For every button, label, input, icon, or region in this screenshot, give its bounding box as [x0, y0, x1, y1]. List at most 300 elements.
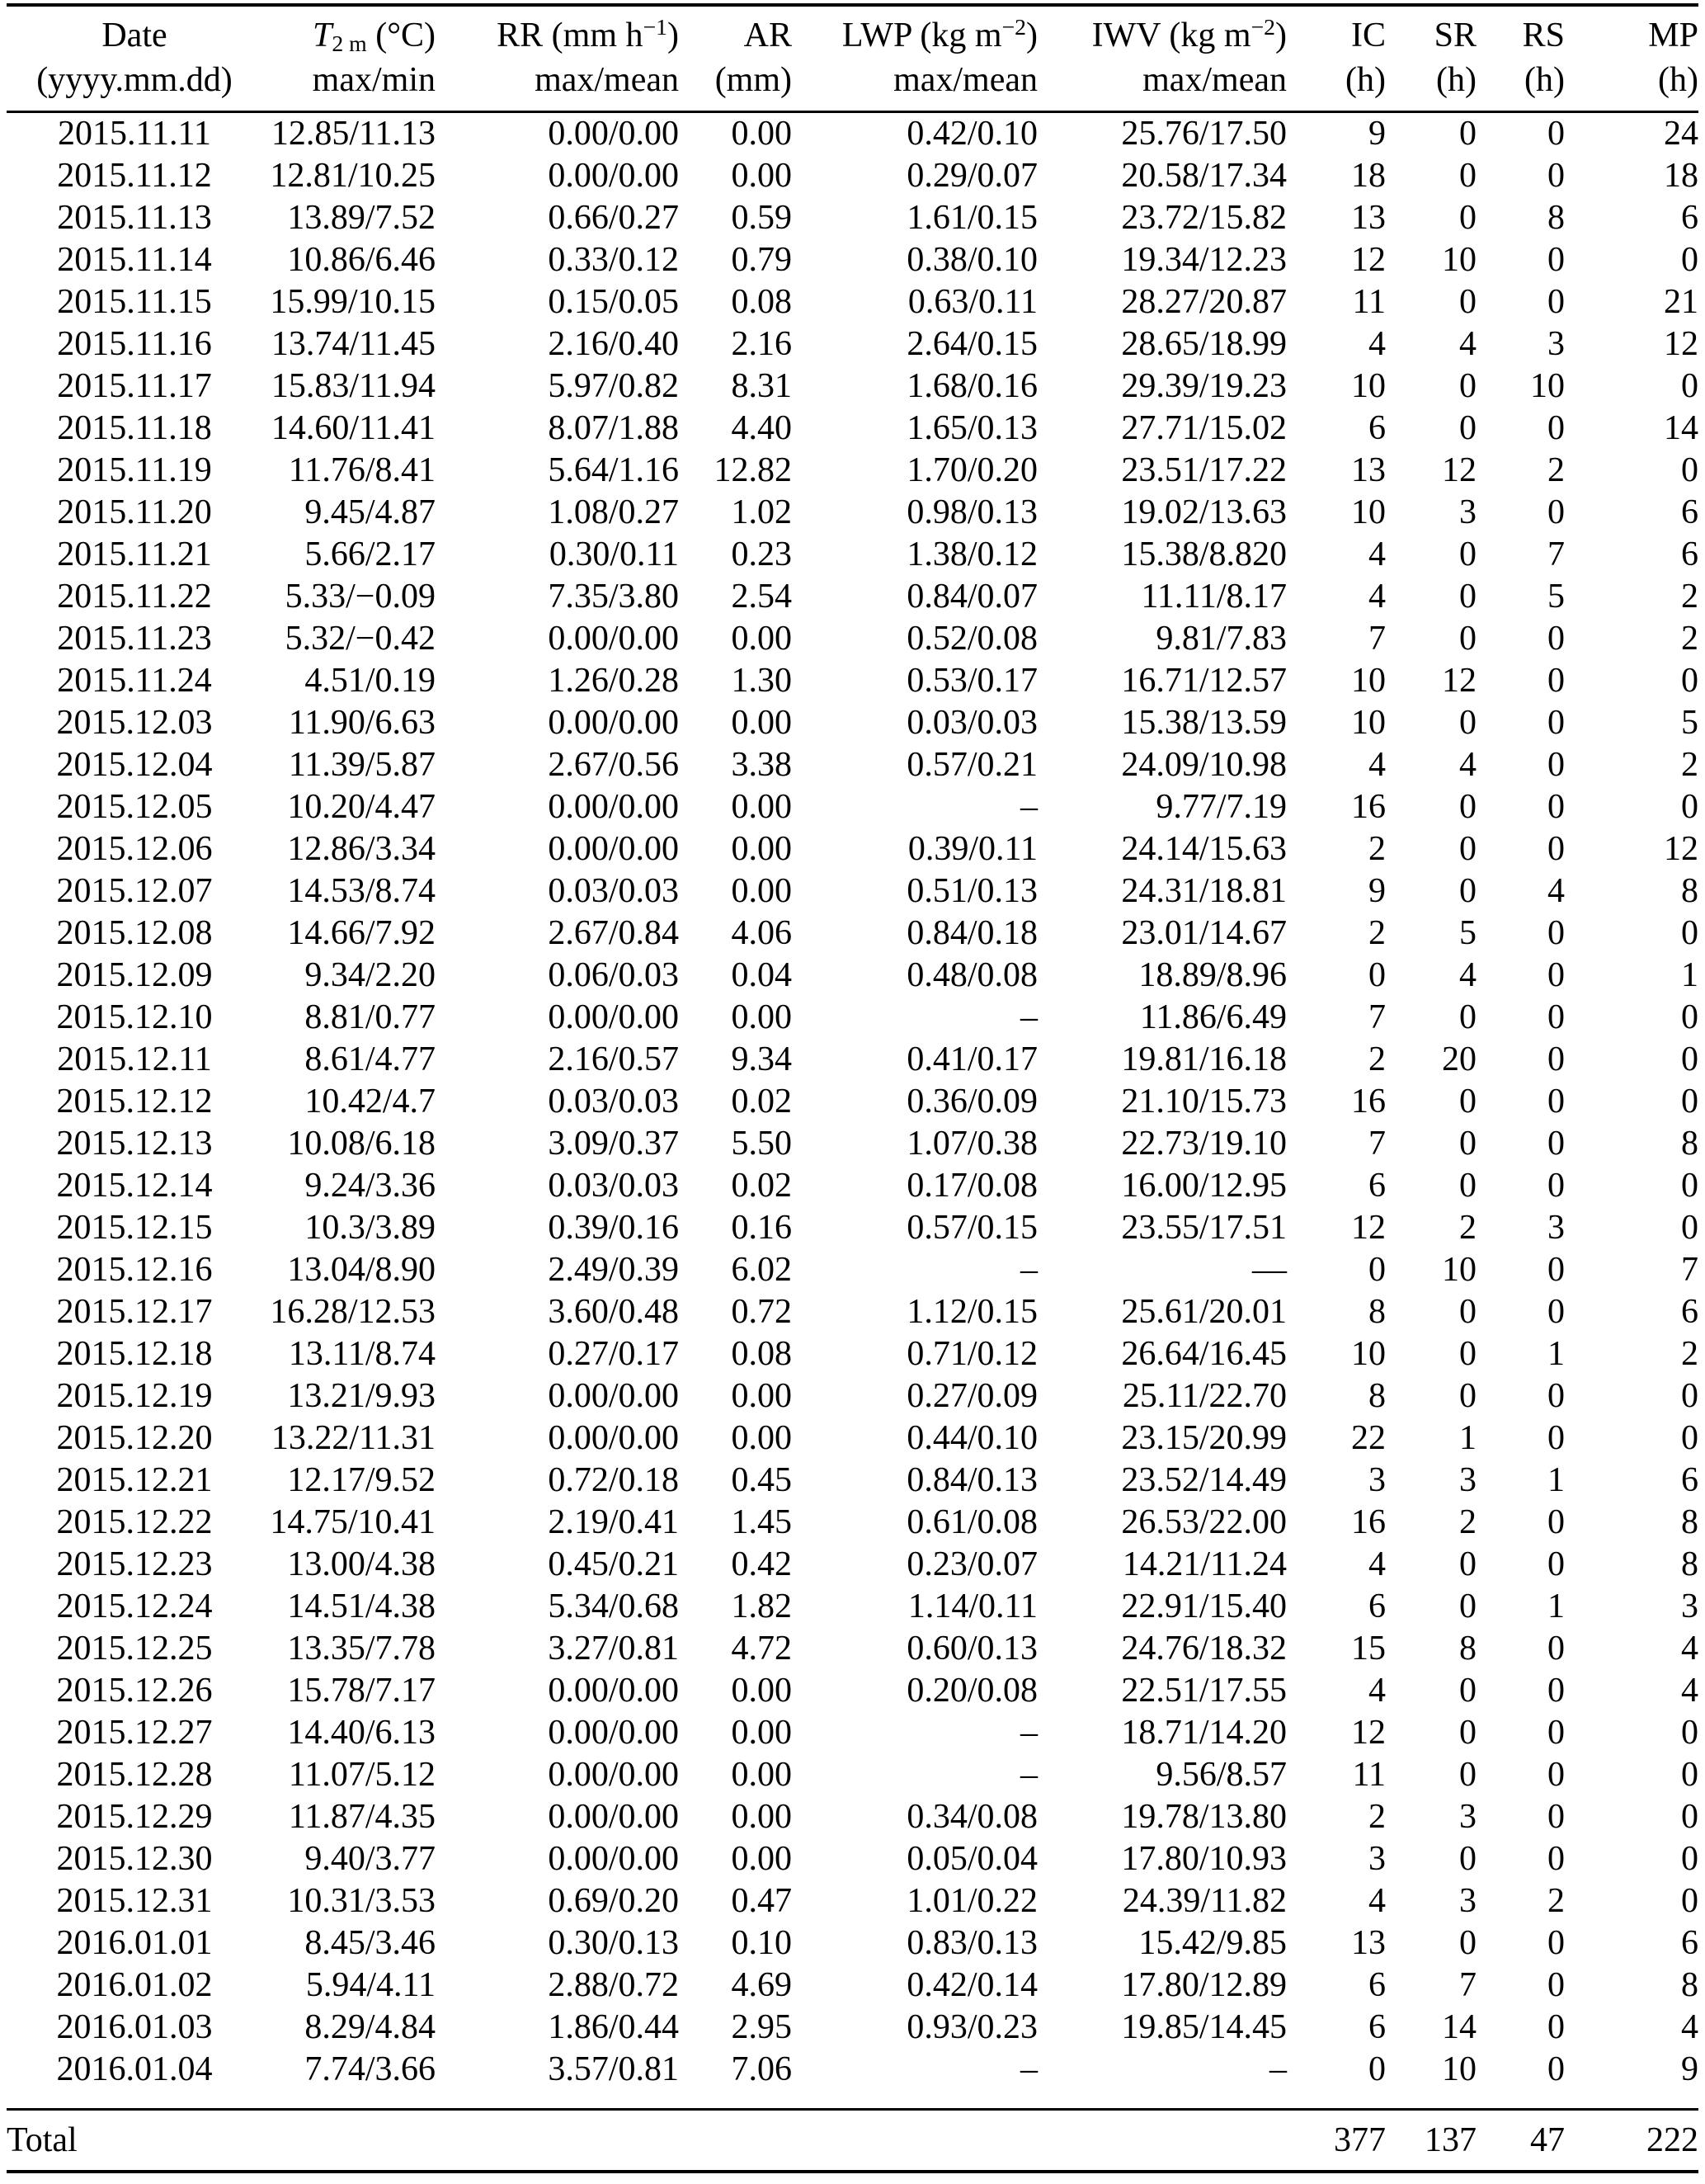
cell-ic: 11 [1352, 1756, 1386, 1794]
cell-lwp: 1.14/0.11 [907, 1587, 1038, 1625]
cell-ic: 6 [1368, 1587, 1386, 1625]
header-iwv: IWV (kg $m^{-2}$) [1038, 5, 1287, 58]
cell-lwp: 0.60/0.13 [907, 1630, 1038, 1667]
cell-mp: 0 [1681, 788, 1698, 826]
cell-mp: 2 [1681, 578, 1698, 616]
cell-rr: 0.00/0.00 [548, 1798, 679, 1836]
cell-rs: 0 [1547, 830, 1565, 868]
cell-ar: 0.00 [731, 620, 792, 658]
cell-lwp: – [1020, 1251, 1038, 1289]
cell-sr: 0 [1459, 1167, 1477, 1205]
cell-t2m: 8.61/4.77 [304, 1040, 436, 1078]
cell-ar: 0.00 [731, 1672, 792, 1710]
total-sr: 137 [1386, 2110, 1477, 2172]
cell-rr: 0.00/0.00 [548, 998, 679, 1036]
cell-date: 2016.01.02 [56, 1966, 213, 2004]
cell-sr: 4 [1459, 746, 1477, 784]
cell-sr: 0 [1459, 620, 1477, 658]
total-row [7, 2110, 1698, 2172]
cell-mp: 8 [1681, 1503, 1698, 1541]
cell-date: 2016.01.04 [56, 2050, 213, 2088]
cell-t2m: 5.66/2.17 [304, 535, 436, 573]
cell-ar: 0.72 [731, 1293, 792, 1331]
cell-rs: 0 [1547, 1545, 1565, 1583]
cell-t2m: 11.07/5.12 [288, 1756, 436, 1794]
cell-t2m: 14.66/7.92 [287, 914, 436, 952]
cell-sr: 4 [1459, 956, 1477, 994]
cell-date: 2015.11.24 [57, 662, 212, 700]
cell-ar: 9.34 [731, 1040, 792, 1078]
cell-ar: 0.10 [731, 1924, 792, 1962]
cell-date: 2015.11.11 [58, 115, 211, 153]
table-row [7, 1249, 1698, 1291]
total-ic: 377 [1287, 2110, 1386, 2172]
cell-rs: 0 [1547, 1840, 1565, 1878]
cell-mp: 6 [1681, 199, 1698, 237]
cell-mp: 3 [1681, 1587, 1698, 1625]
cell-lwp: 0.03/0.03 [907, 704, 1038, 742]
daily-observations-table [7, 3, 1698, 2173]
cell-date: 2015.11.15 [57, 283, 212, 321]
cell-t2m: 13.22/11.31 [271, 1419, 436, 1457]
table-row [7, 112, 1698, 156]
cell-ic: 6 [1368, 1167, 1386, 1205]
cell-mp: 0 [1681, 1714, 1698, 1752]
table-row [7, 744, 1698, 786]
cell-ic: 22 [1351, 1419, 1386, 1457]
cell-rr: 7.35/3.80 [548, 578, 679, 616]
cell-ic: 16 [1351, 788, 1386, 826]
cell-mp: 0 [1681, 1798, 1698, 1836]
cell-iwv: 16.71/12.57 [1121, 662, 1287, 700]
cell-iwv: 19.34/12.23 [1121, 241, 1287, 279]
cell-iwv: 21.10/15.73 [1121, 1083, 1287, 1120]
cell-sr: 0 [1459, 157, 1477, 195]
cell-rs: 8 [1547, 199, 1565, 237]
cell-rr: 2.67/0.84 [548, 914, 679, 952]
cell-ar: 2.16 [731, 325, 792, 363]
table-row [7, 1375, 1698, 1417]
cell-rr: 2.16/0.57 [548, 1040, 679, 1078]
header-ar-units: (mm) [679, 58, 792, 112]
cell-lwp: 0.71/0.12 [907, 1335, 1038, 1373]
cell-lwp: 0.34/0.08 [907, 1798, 1038, 1836]
cell-sr: 0 [1459, 1377, 1477, 1415]
cell-rs: 3 [1547, 1209, 1565, 1247]
header-t2m-units: max/min [262, 58, 436, 112]
cell-t2m: 13.04/8.90 [287, 1251, 436, 1289]
cell-ar: 0.08 [731, 283, 792, 321]
cell-ic: 6 [1368, 2008, 1386, 2046]
cell-date: 2015.12.06 [56, 830, 213, 868]
table-row [7, 1670, 1698, 1712]
cell-rs: 0 [1547, 1083, 1565, 1120]
cell-rr: 0.00/0.00 [548, 1840, 679, 1878]
cell-rs: 0 [1547, 914, 1565, 952]
cell-sr: 0 [1459, 1335, 1477, 1373]
cell-rr: 1.26/0.28 [548, 662, 679, 700]
cell-t2m: 13.00/4.38 [287, 1545, 436, 1583]
cell-lwp: 0.84/0.13 [907, 1461, 1038, 1499]
cell-t2m: 5.33/−0.09 [285, 578, 436, 616]
cell-lwp: 1.70/0.20 [907, 451, 1038, 489]
cell-t2m: 14.40/6.13 [287, 1714, 436, 1752]
cell-ic: 18 [1351, 157, 1386, 195]
cell-mp: 1 [1681, 956, 1698, 994]
cell-ic: 12 [1351, 241, 1386, 279]
cell-iwv: 22.73/19.10 [1121, 1125, 1287, 1163]
table-row [7, 618, 1698, 660]
cell-ar: 2.95 [731, 2008, 792, 2046]
cell-rr: 0.00/0.00 [548, 830, 679, 868]
cell-iwv: 29.39/19.23 [1121, 367, 1287, 405]
cell-t2m: 8.81/0.77 [304, 998, 436, 1036]
cell-iwv: 24.31/18.81 [1121, 872, 1287, 910]
table-row [7, 660, 1698, 702]
cell-date: 2015.11.22 [57, 578, 212, 616]
cell-t2m: 14.75/10.41 [270, 1503, 436, 1541]
cell-lwp: 0.48/0.08 [907, 956, 1038, 994]
cell-ar: 0.00 [731, 998, 792, 1036]
cell-mp: 4 [1681, 2008, 1698, 2046]
cell-rs: 0 [1547, 1251, 1565, 1289]
total-empty-t2m [262, 2110, 436, 2172]
cell-lwp: 1.68/0.16 [907, 367, 1038, 405]
cell-ic: 4 [1368, 325, 1386, 363]
cell-iwv: 23.55/17.51 [1121, 1209, 1287, 1247]
cell-ar: 4.06 [731, 914, 792, 952]
cell-rs: 0 [1547, 1756, 1565, 1794]
cell-ic: 2 [1368, 1040, 1386, 1078]
cell-iwv: 19.81/16.18 [1121, 1040, 1287, 1078]
table-row [7, 1081, 1698, 1123]
cell-lwp: 0.57/0.21 [907, 746, 1038, 784]
cell-rs: 0 [1547, 493, 1565, 531]
cell-lwp: 0.41/0.17 [907, 1040, 1038, 1078]
cell-date: 2015.12.10 [56, 998, 213, 1036]
cell-ar: 0.59 [731, 199, 792, 237]
cell-date: 2015.12.12 [56, 1083, 213, 1120]
cell-t2m: 7.74/3.66 [304, 2050, 436, 2088]
table-row [7, 1207, 1698, 1249]
cell-date: 2015.12.04 [56, 746, 213, 784]
cell-lwp: 0.20/0.08 [907, 1672, 1038, 1710]
cell-sr: 14 [1442, 2008, 1477, 2046]
cell-rr: 3.27/0.81 [548, 1630, 679, 1667]
table-row [7, 1922, 1698, 1965]
cell-ic: 4 [1368, 746, 1386, 784]
cell-t2m: 10.3/3.89 [304, 1209, 436, 1247]
cell-ar: 0.45 [731, 1461, 792, 1499]
cell-ic: 2 [1368, 1798, 1386, 1836]
cell-ar: 0.02 [731, 1167, 792, 1205]
cell-rs: 0 [1547, 1125, 1565, 1163]
cell-sr: 0 [1459, 115, 1477, 153]
cell-t2m: 13.21/9.93 [287, 1377, 436, 1415]
table-row [7, 870, 1698, 913]
cell-ic: 3 [1368, 1461, 1386, 1499]
cell-ic: 7 [1368, 1125, 1386, 1163]
cell-mp: 0 [1681, 662, 1698, 700]
cell-sr: 3 [1459, 1798, 1477, 1836]
header-ic-units: (h) [1287, 58, 1386, 112]
cell-rr: 0.00/0.00 [548, 157, 679, 195]
cell-date: 2016.01.03 [56, 2008, 213, 2046]
cell-rr: 2.49/0.39 [548, 1251, 679, 1289]
cell-rs: 1 [1547, 1461, 1565, 1499]
cell-iwv: 22.91/15.40 [1121, 1587, 1287, 1625]
cell-rr: 0.03/0.03 [548, 872, 679, 910]
cell-sr: 0 [1459, 578, 1477, 616]
cell-rs: 0 [1547, 283, 1565, 321]
table-row [7, 197, 1698, 239]
cell-mp: 6 [1681, 1924, 1698, 1962]
cell-mp: 6 [1681, 1293, 1698, 1331]
cell-ar: 12.82 [714, 451, 792, 489]
table-row [7, 828, 1698, 870]
cell-sr: 0 [1459, 1672, 1477, 1710]
header-rr: RR (mm $h^{-1}$) [436, 5, 679, 58]
cell-mp: 0 [1681, 1377, 1698, 1415]
table-row [7, 1712, 1698, 1754]
cell-sr: 10 [1442, 241, 1477, 279]
cell-date: 2015.11.13 [57, 199, 212, 237]
cell-iwv: — [1252, 1251, 1287, 1289]
cell-date: 2015.12.05 [56, 788, 213, 826]
cell-sr: 1 [1459, 1419, 1477, 1457]
cell-rr: 8.07/1.88 [548, 409, 679, 447]
cell-date: 2015.12.31 [56, 1882, 213, 1920]
table-row [7, 239, 1698, 281]
cell-iwv: 25.76/17.50 [1121, 115, 1287, 153]
cell-rs: 2 [1547, 451, 1565, 489]
cell-ar: 8.31 [731, 367, 792, 405]
cell-sr: 0 [1459, 788, 1477, 826]
cell-iwv: 24.14/15.63 [1121, 830, 1287, 868]
cell-ar: 0.00 [731, 830, 792, 868]
cell-t2m: 13.74/11.45 [271, 325, 436, 363]
cell-sr: 10 [1442, 1251, 1477, 1289]
cell-ic: 8 [1368, 1377, 1386, 1415]
cell-iwv: 23.51/17.22 [1121, 451, 1287, 489]
cell-rr: 1.08/0.27 [548, 493, 679, 531]
cell-date: 2015.12.30 [56, 1840, 213, 1878]
cell-sr: 3 [1459, 1461, 1477, 1499]
cell-lwp: 0.53/0.17 [907, 662, 1038, 700]
cell-rs: 1 [1547, 1587, 1565, 1625]
total-empty-rr [436, 2110, 679, 2172]
cell-date: 2015.11.12 [57, 157, 212, 195]
cell-iwv: 9.81/7.83 [1156, 620, 1287, 658]
table-row [7, 408, 1698, 450]
cell-ar: 0.42 [731, 1545, 792, 1583]
total-label: Total [7, 2110, 262, 2172]
cell-ar: 2.54 [731, 578, 792, 616]
cell-mp: 0 [1681, 451, 1698, 489]
cell-lwp: 0.42/0.10 [907, 115, 1038, 153]
cell-ar: 4.72 [731, 1630, 792, 1667]
cell-lwp: – [1020, 998, 1038, 1036]
cell-rr: 0.03/0.03 [548, 1167, 679, 1205]
cell-rr: 2.67/0.56 [548, 746, 679, 784]
cell-ic: 10 [1351, 662, 1386, 700]
cell-mp: 0 [1681, 367, 1698, 405]
cell-ic: 4 [1368, 1882, 1386, 1920]
cell-mp: 5 [1681, 704, 1698, 742]
cell-ar: 1.82 [731, 1587, 792, 1625]
cell-rs: 0 [1547, 2050, 1565, 2088]
cell-date: 2015.12.13 [56, 1125, 213, 1163]
cell-rr: 0.27/0.17 [548, 1335, 679, 1373]
cell-sr: 0 [1459, 1545, 1477, 1583]
cell-t2m: 15.83/11.94 [271, 367, 436, 405]
cell-ar: 4.69 [731, 1966, 792, 2004]
cell-rr: 0.00/0.00 [548, 1756, 679, 1794]
cell-rs: 0 [1547, 1672, 1565, 1710]
table-row [7, 955, 1698, 997]
cell-rr: 0.06/0.03 [548, 956, 679, 994]
cell-t2m: 14.60/11.41 [271, 409, 436, 447]
table-row [7, 997, 1698, 1039]
cell-lwp: – [1020, 2050, 1038, 2088]
cell-date: 2015.12.20 [56, 1419, 213, 1457]
cell-sr: 0 [1459, 1083, 1477, 1120]
header-rr-units: max/mean [436, 58, 679, 112]
cell-iwv: 18.89/8.96 [1138, 956, 1287, 994]
cell-mp: 2 [1681, 746, 1698, 784]
cell-mp: 6 [1681, 493, 1698, 531]
cell-t2m: 4.51/0.19 [304, 662, 436, 700]
cell-mp: 8 [1681, 872, 1698, 910]
cell-mp: 7 [1681, 1251, 1698, 1289]
cell-date: 2015.12.28 [56, 1756, 213, 1794]
table-row [7, 702, 1698, 744]
cell-sr: 0 [1459, 872, 1477, 910]
cell-sr: 0 [1459, 1924, 1477, 1962]
cell-rr: 0.45/0.21 [548, 1545, 679, 1583]
table-row [7, 2007, 1698, 2049]
total-empty-iwv [1038, 2110, 1287, 2172]
header-ic: IC [1287, 5, 1386, 58]
total-mp: 222 [1565, 2110, 1698, 2172]
cell-ic: 16 [1351, 1083, 1386, 1120]
cell-mp: 0 [1681, 1209, 1698, 1247]
cell-iwv: 28.27/20.87 [1121, 283, 1287, 321]
cell-t2m: 14.51/4.38 [287, 1587, 436, 1625]
cell-date: 2016.01.01 [56, 1924, 213, 1962]
cell-rs: 0 [1547, 788, 1565, 826]
cell-ar: 0.00 [731, 872, 792, 910]
cell-sr: 12 [1442, 662, 1477, 700]
cell-sr: 0 [1459, 1840, 1477, 1878]
total-empty-lwp [792, 2110, 1038, 2172]
cell-lwp: 0.17/0.08 [907, 1167, 1038, 1205]
cell-date: 2015.12.23 [56, 1545, 213, 1583]
cell-date: 2015.12.18 [56, 1335, 213, 1373]
cell-t2m: 14.53/8.74 [287, 872, 436, 910]
cell-lwp: 1.38/0.12 [907, 535, 1038, 573]
cell-date: 2015.12.19 [56, 1377, 213, 1415]
cell-ic: 12 [1351, 1209, 1386, 1247]
cell-iwv: 23.01/14.67 [1121, 914, 1287, 952]
cell-mp: 0 [1681, 1419, 1698, 1457]
cell-rs: 0 [1547, 1714, 1565, 1752]
table-row [7, 1544, 1698, 1586]
cell-t2m: 16.28/12.53 [270, 1293, 436, 1331]
cell-ic: 16 [1351, 1503, 1386, 1541]
cell-ic: 4 [1368, 1672, 1386, 1710]
cell-mp: 4 [1681, 1630, 1698, 1667]
cell-rr: 0.00/0.00 [548, 1714, 679, 1752]
cell-date: 2015.12.17 [56, 1293, 213, 1331]
table-row [7, 1417, 1698, 1460]
cell-date: 2015.12.25 [56, 1630, 213, 1667]
cell-ar: 0.00 [731, 115, 792, 153]
cell-sr: 2 [1459, 1503, 1477, 1541]
cell-mp: 6 [1681, 535, 1698, 573]
cell-iwv: 24.09/10.98 [1121, 746, 1287, 784]
cell-ar: 0.00 [731, 1714, 792, 1752]
cell-rr: 0.33/0.12 [548, 241, 679, 279]
cell-lwp: 0.61/0.08 [907, 1503, 1038, 1541]
cell-lwp: 0.52/0.08 [907, 620, 1038, 658]
cell-t2m: 10.42/4.7 [304, 1083, 436, 1120]
cell-rr: 0.30/0.13 [548, 1924, 679, 1962]
cell-rs: 0 [1547, 1040, 1565, 1078]
cell-t2m: 10.08/6.18 [287, 1125, 436, 1163]
cell-ar: 0.00 [731, 1377, 792, 1415]
total-rs: 47 [1477, 2110, 1565, 2172]
table-row [7, 1838, 1698, 1880]
cell-t2m: 15.78/7.17 [287, 1672, 436, 1710]
cell-ic: 10 [1351, 1335, 1386, 1373]
cell-sr: 0 [1459, 199, 1477, 237]
cell-lwp: 0.63/0.11 [907, 283, 1038, 321]
cell-ic: 8 [1368, 1293, 1386, 1331]
cell-ic: 6 [1368, 1966, 1386, 2004]
cell-date: 2015.12.22 [56, 1503, 213, 1541]
cell-sr: 0 [1459, 1125, 1477, 1163]
cell-iwv: 15.42/9.85 [1138, 1924, 1287, 1962]
cell-rr: 0.00/0.00 [548, 115, 679, 153]
header-lwp: LWP (kg $m^{-2}$) [792, 5, 1038, 58]
cell-rs: 1 [1547, 1335, 1565, 1373]
cell-lwp: 0.29/0.07 [907, 157, 1038, 195]
table-row [7, 366, 1698, 408]
cell-ar: 7.06 [731, 2050, 792, 2088]
cell-mp: 0 [1681, 1083, 1698, 1120]
header-lwp-units: max/mean [792, 58, 1038, 112]
header-date: Date [7, 5, 262, 58]
cell-lwp: 0.44/0.10 [907, 1419, 1038, 1457]
cell-mp: 18 [1664, 157, 1698, 195]
table-row [7, 1123, 1698, 1165]
cell-ic: 2 [1368, 914, 1386, 952]
cell-sr: 0 [1459, 704, 1477, 742]
cell-rr: 5.97/0.82 [548, 367, 679, 405]
cell-ic: 3 [1368, 1840, 1386, 1878]
cell-lwp: 1.12/0.15 [907, 1293, 1038, 1331]
cell-iwv: 15.38/13.59 [1121, 704, 1287, 742]
cell-rs: 0 [1547, 1293, 1565, 1331]
cell-ic: 9 [1368, 115, 1386, 153]
cell-ar: 4.40 [731, 409, 792, 447]
cell-date: 2015.11.20 [57, 493, 212, 531]
cell-t2m: 9.40/3.77 [304, 1840, 436, 1878]
cell-ar: 0.16 [731, 1209, 792, 1247]
cell-date: 2015.11.23 [57, 620, 212, 658]
table-row [7, 1333, 1698, 1375]
